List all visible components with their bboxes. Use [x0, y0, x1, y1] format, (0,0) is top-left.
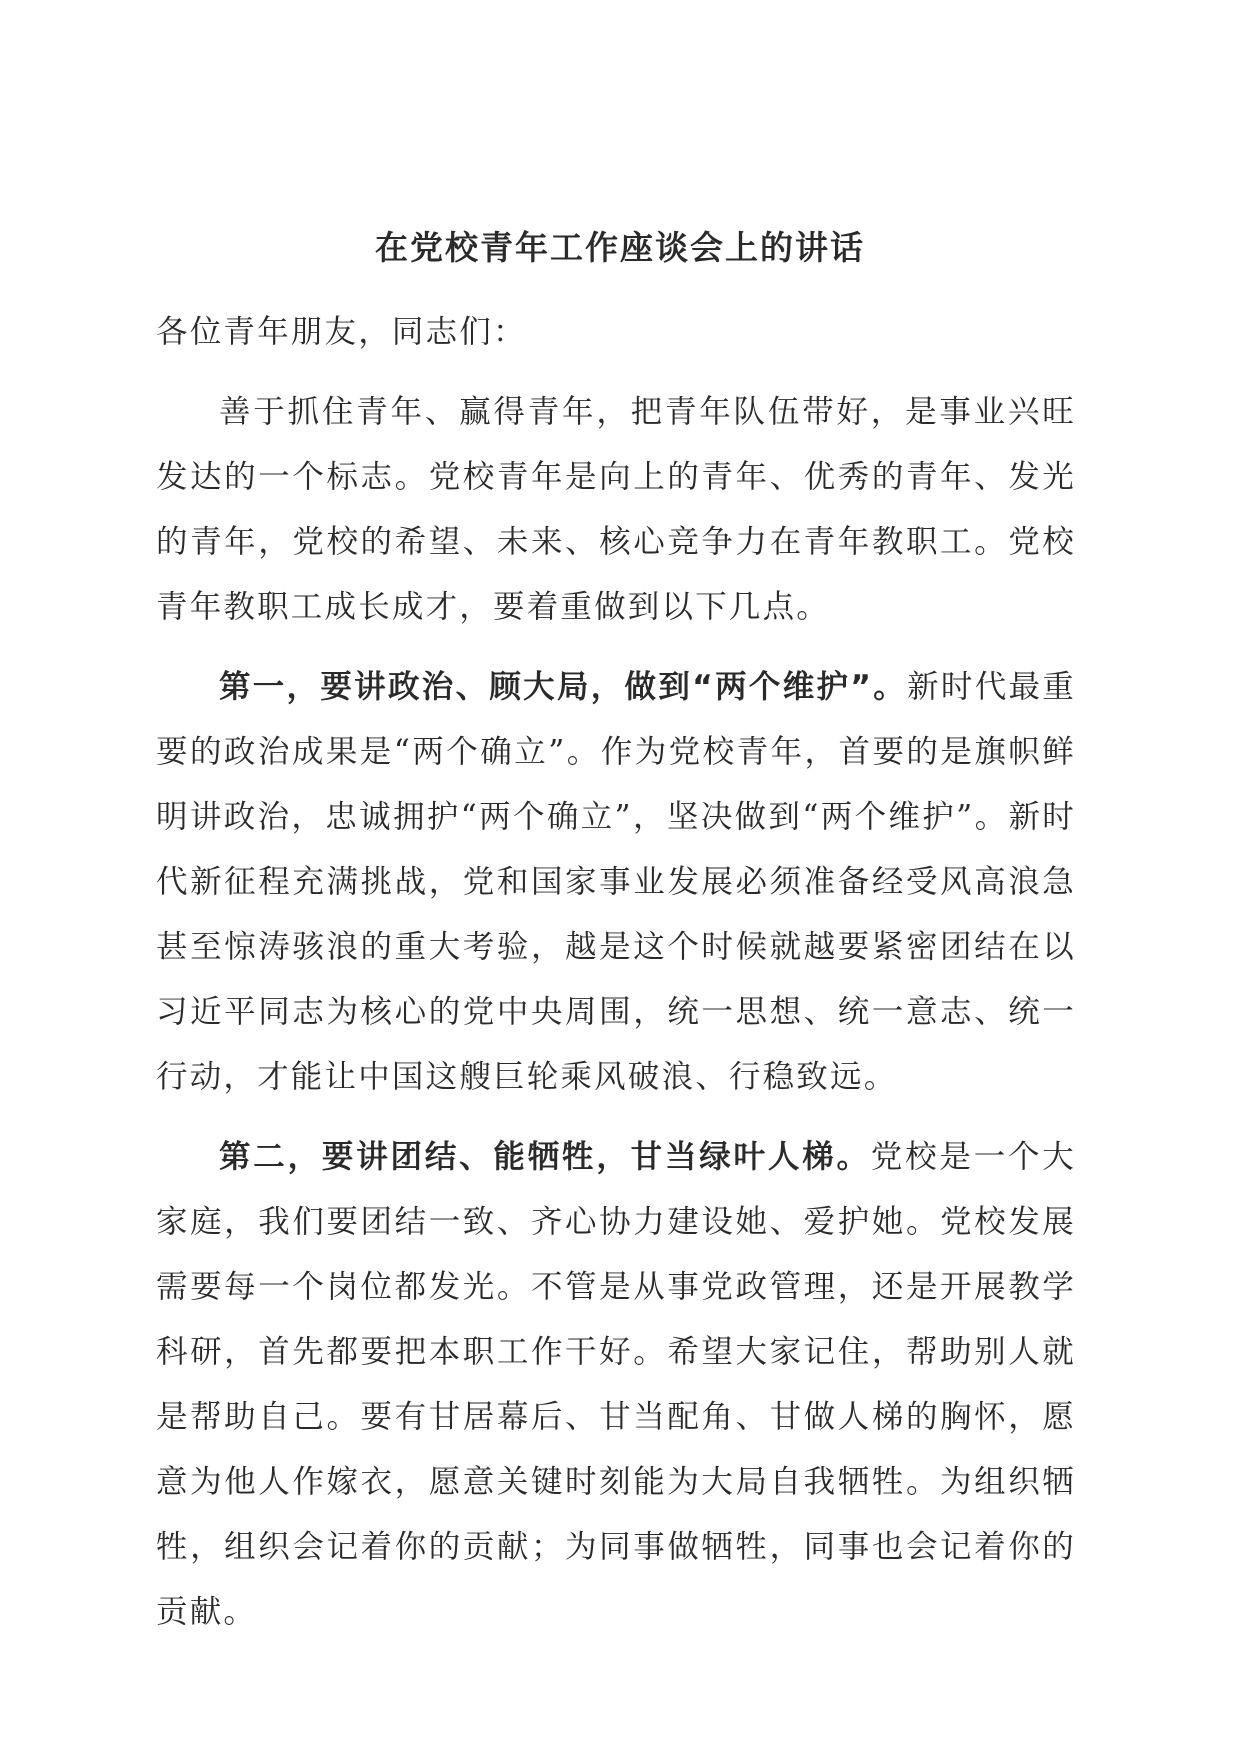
paragraph-intro [156, 380, 1076, 640]
paragraph-lead: 第一，要讲政治、顾大局，做到“两个维护”。 [219, 669, 908, 705]
paragraph-point-one [156, 655, 1076, 1110]
paragraph-text: 善于抓住青年、赢得青年，把青年队伍带好，是事业兴旺发达的一个标志。党校青年是向上的青年、优秀的青年、发光的青年，党校的希望、未来、核心竞争力在青年教职工。党校青年教职工成长成才，要着重做到以下几点。 [156, 394, 1076, 625]
document-title: 在党校青年工作座谈会上的讲话 [375, 228, 865, 267]
salutation: 各位青年朋友，同志们： [156, 314, 527, 350]
paragraph-text: 新时代最重要的政治成果是“两个确立”。作为党校青年，首要的是旗帜鲜明讲政治，忠诚拥护“两个确立”，坚决做到“两个维护”。新时代新征程充满挑战，党和国家事业发展必须准备经受风高浪急甚至惊涛骇浪的重大考验，越是这个时候就越要紧密团结在以习近平同志为核心的党中央周围，统一思想、统一意志、统一行动，才能让中国这艘巨轮乘风破浪、行稳致远。 [156, 669, 1076, 1095]
paragraph-text: 党校是一个大家庭，我们要团结一致、齐心协力建设她、爱护她。党校发展需要每一个岗位都发光。不管是从事党政管理，还是开展教学科研，首先都要把本职工作干好。希望大家记住，帮助别人就是帮助自己。要有甘居幕后、甘当配角、甘做人梯的胸怀，愿意为他人作嫁衣，愿意关键时刻能为大局自我牺牲。为组织牺牲，组织会记着你的贡献；为同事做牺牲，同事也会记着你的贡献。 [156, 1139, 1076, 1630]
document-body [156, 300, 1076, 1660]
paragraph-lead: 第二，要讲团结、能牺牲，甘当绿叶人梯。 [219, 1139, 871, 1175]
paragraph-point-two [156, 1125, 1076, 1645]
